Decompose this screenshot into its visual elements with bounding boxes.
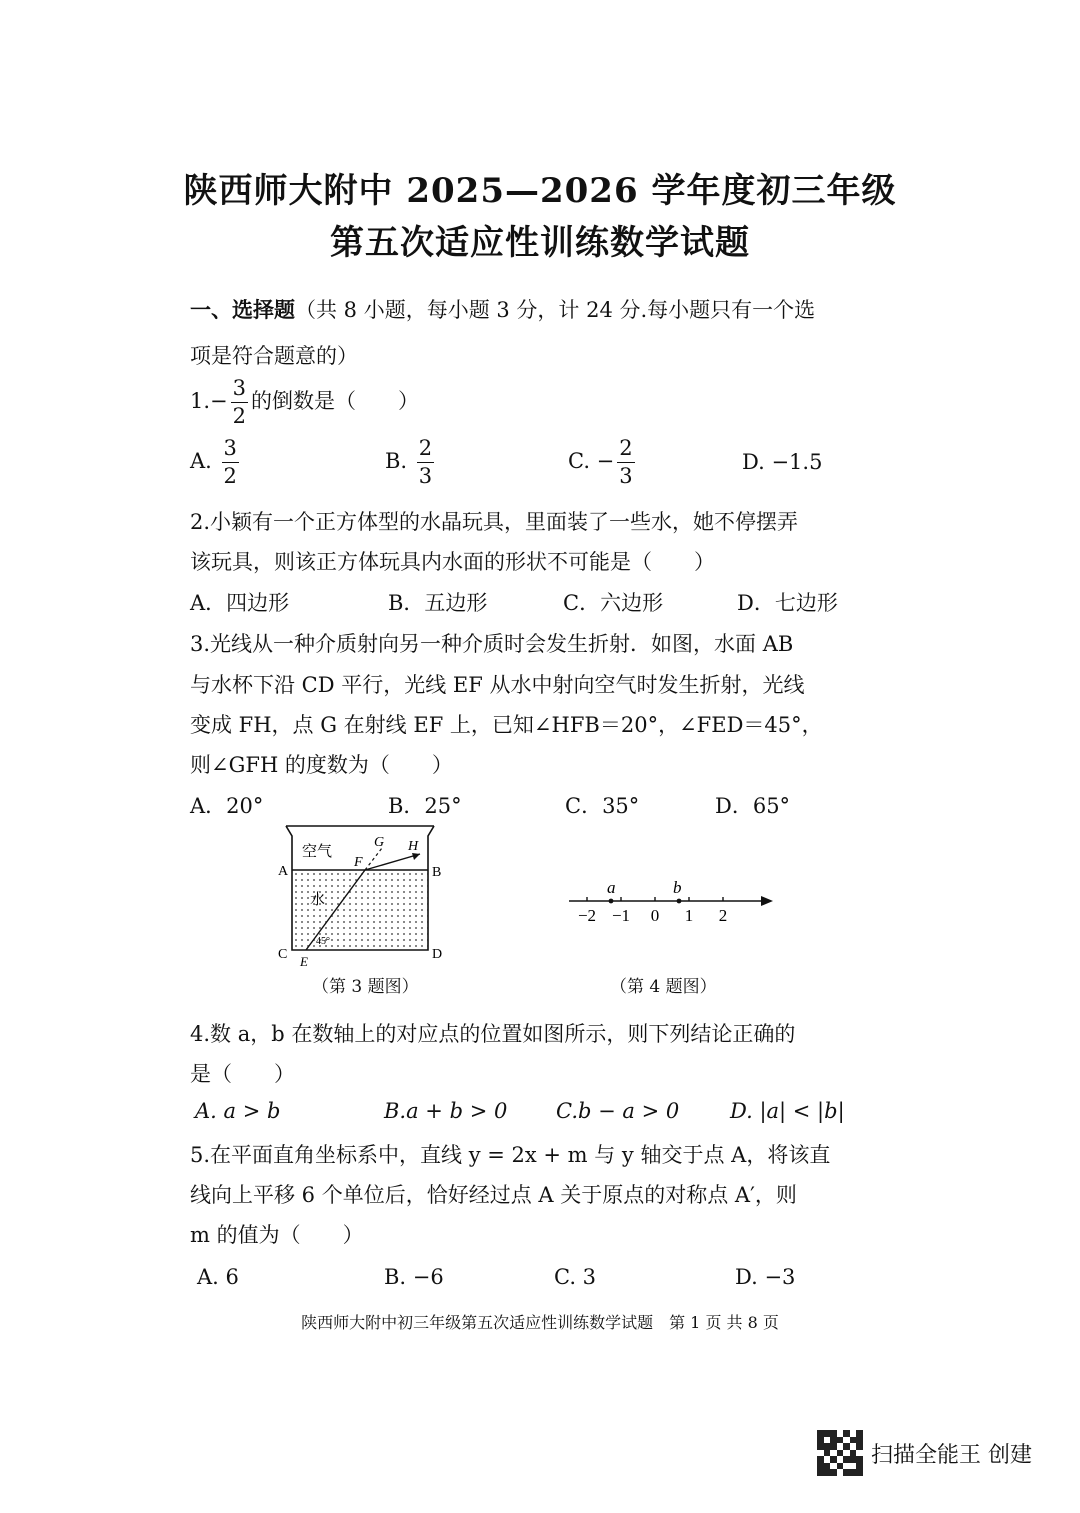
- q5-option-a[interactable]: A. 6: [197, 1265, 239, 1289]
- exam-title-line2: 第五次适应性训练数学试题: [330, 223, 750, 263]
- exam-title-line1: 陕西师大附中 2025—2026 学年度初三年级: [183, 171, 897, 211]
- q1-fraction: $\frac{3}{2}$: [232, 376, 247, 428]
- q3-option-a[interactable]: A．20°: [190, 794, 264, 818]
- number-line-arrow: [761, 896, 773, 906]
- q4-option-d[interactable]: D. |a| < |b|: [730, 1099, 845, 1123]
- point-c: C: [278, 947, 288, 962]
- q4-option-c[interactable]: C.b − a > 0: [556, 1099, 680, 1123]
- section-description: （共 8 小题，每小题 3 分，计 24 分.每小题只有一个选: [295, 298, 816, 322]
- q5-line3: m 的值为（ ）: [190, 1223, 364, 1247]
- q1-suffix: 的倒数是（ ）: [251, 389, 420, 413]
- scanner-watermark: [817, 1430, 1032, 1476]
- point-a-dot: [609, 899, 614, 904]
- q2-option-a[interactable]: A．四边形: [190, 591, 290, 615]
- q3-figure-caption: （第 3 题图）: [312, 977, 419, 997]
- q5-option-d[interactable]: D. −3: [735, 1265, 796, 1289]
- q4-figure-number-line: [565, 870, 780, 930]
- label-air: 空气: [302, 844, 333, 860]
- q4-line1: 4.数 a，b 在数轴上的对应点的位置如图所示，则下列结论正确的: [190, 1022, 796, 1046]
- q4-option-a[interactable]: A. a > b: [195, 1099, 281, 1123]
- q5-line1: 5.在平面直角坐标系中，直线 y = 2x + m 与 y 轴交于点 A，将该直: [190, 1143, 831, 1167]
- q1-option-a[interactable]: A. $\frac{3}{2}$: [190, 436, 237, 488]
- point-f: F: [354, 855, 363, 870]
- q3-line1: 3.光线从一种介质射向另一种介质时会发生折射．如图，水面 AB: [190, 632, 794, 656]
- tick-label: 0: [650, 906, 660, 925]
- label-water: 水: [310, 892, 326, 908]
- q3-line3: 变成 FH，点 G 在射线 EF 上，已知∠HFB＝20°，∠FED＝45°，: [190, 713, 823, 737]
- tick-label: 2: [718, 906, 728, 925]
- q5-option-b[interactable]: B. −6: [384, 1265, 444, 1289]
- q5-option-c[interactable]: C. 3: [554, 1265, 597, 1289]
- point-h: H: [408, 839, 419, 854]
- q4-option-b[interactable]: B.a + b > 0: [384, 1099, 508, 1123]
- q1-option-d[interactable]: D. −1.5: [742, 450, 823, 474]
- point-d: D: [432, 947, 443, 962]
- point-g: G: [374, 835, 385, 850]
- q3-line4: 则∠GFH 的度数为（ ）: [190, 753, 453, 777]
- tick-label: −2: [577, 906, 597, 925]
- q4-figure-caption: （第 4 题图）: [610, 977, 717, 997]
- q1-option-b[interactable]: B. $\frac{2}{3}$: [385, 436, 433, 488]
- point-a-label: a: [607, 878, 616, 897]
- q1-option-c[interactable]: C. − $\frac{2}{3}$: [568, 436, 633, 488]
- section-title: 一、选择题: [190, 297, 295, 322]
- q3-option-c[interactable]: C．35°: [565, 794, 640, 818]
- q3-option-d[interactable]: D．65°: [715, 794, 791, 818]
- point-a: A: [278, 864, 289, 879]
- q1-prefix: 1.−: [190, 389, 228, 413]
- angle-label-45: 45°: [316, 936, 330, 947]
- section-description-line2: 项是符合题意的）: [190, 344, 358, 368]
- q3-figure-cup: [270, 818, 460, 970]
- q3-line2: 与水杯下沿 CD 平行，光线 EF 从水中射向空气时发生折射，光线: [190, 673, 805, 697]
- question-1: [190, 378, 850, 427]
- q4-line2: 是（ ）: [190, 1062, 295, 1086]
- ray-fg-extension: [365, 848, 382, 870]
- tick-label: −1: [611, 906, 631, 925]
- water-region: [292, 870, 428, 950]
- q5-line2: 线向上平移 6 个单位后，恰好经过点 A 关于原点的对称点 A′，则: [190, 1183, 797, 1207]
- q2-line1: 2.小颖有一个正方体型的水晶玩具，里面装了一些水，她不停摆弄: [190, 510, 799, 534]
- watermark-text: 扫描全能王 创建: [871, 1442, 1032, 1468]
- point-b-dot: [677, 899, 682, 904]
- section-heading: [190, 294, 850, 324]
- page-footer: 陕西师大附中初三年级第五次适应性训练数学试题 第 1 页 共 8 页: [301, 1313, 779, 1332]
- q2-option-b[interactable]: B．五边形: [388, 591, 488, 615]
- arrowhead-h: [412, 853, 420, 860]
- ray-fh: [365, 854, 420, 870]
- q2-line2: 该玩具，则该正方体玩具内水面的形状不可能是（ ）: [190, 550, 715, 574]
- point-e: E: [300, 954, 308, 969]
- point-b-label: b: [673, 878, 682, 897]
- point-b: B: [432, 865, 442, 880]
- qr-code-icon: [817, 1430, 863, 1476]
- q2-option-d[interactable]: D．七边形: [737, 591, 838, 615]
- tick-label: 1: [684, 906, 694, 925]
- q2-option-c[interactable]: C．六边形: [563, 591, 664, 615]
- q3-option-b[interactable]: B．25°: [388, 794, 462, 818]
